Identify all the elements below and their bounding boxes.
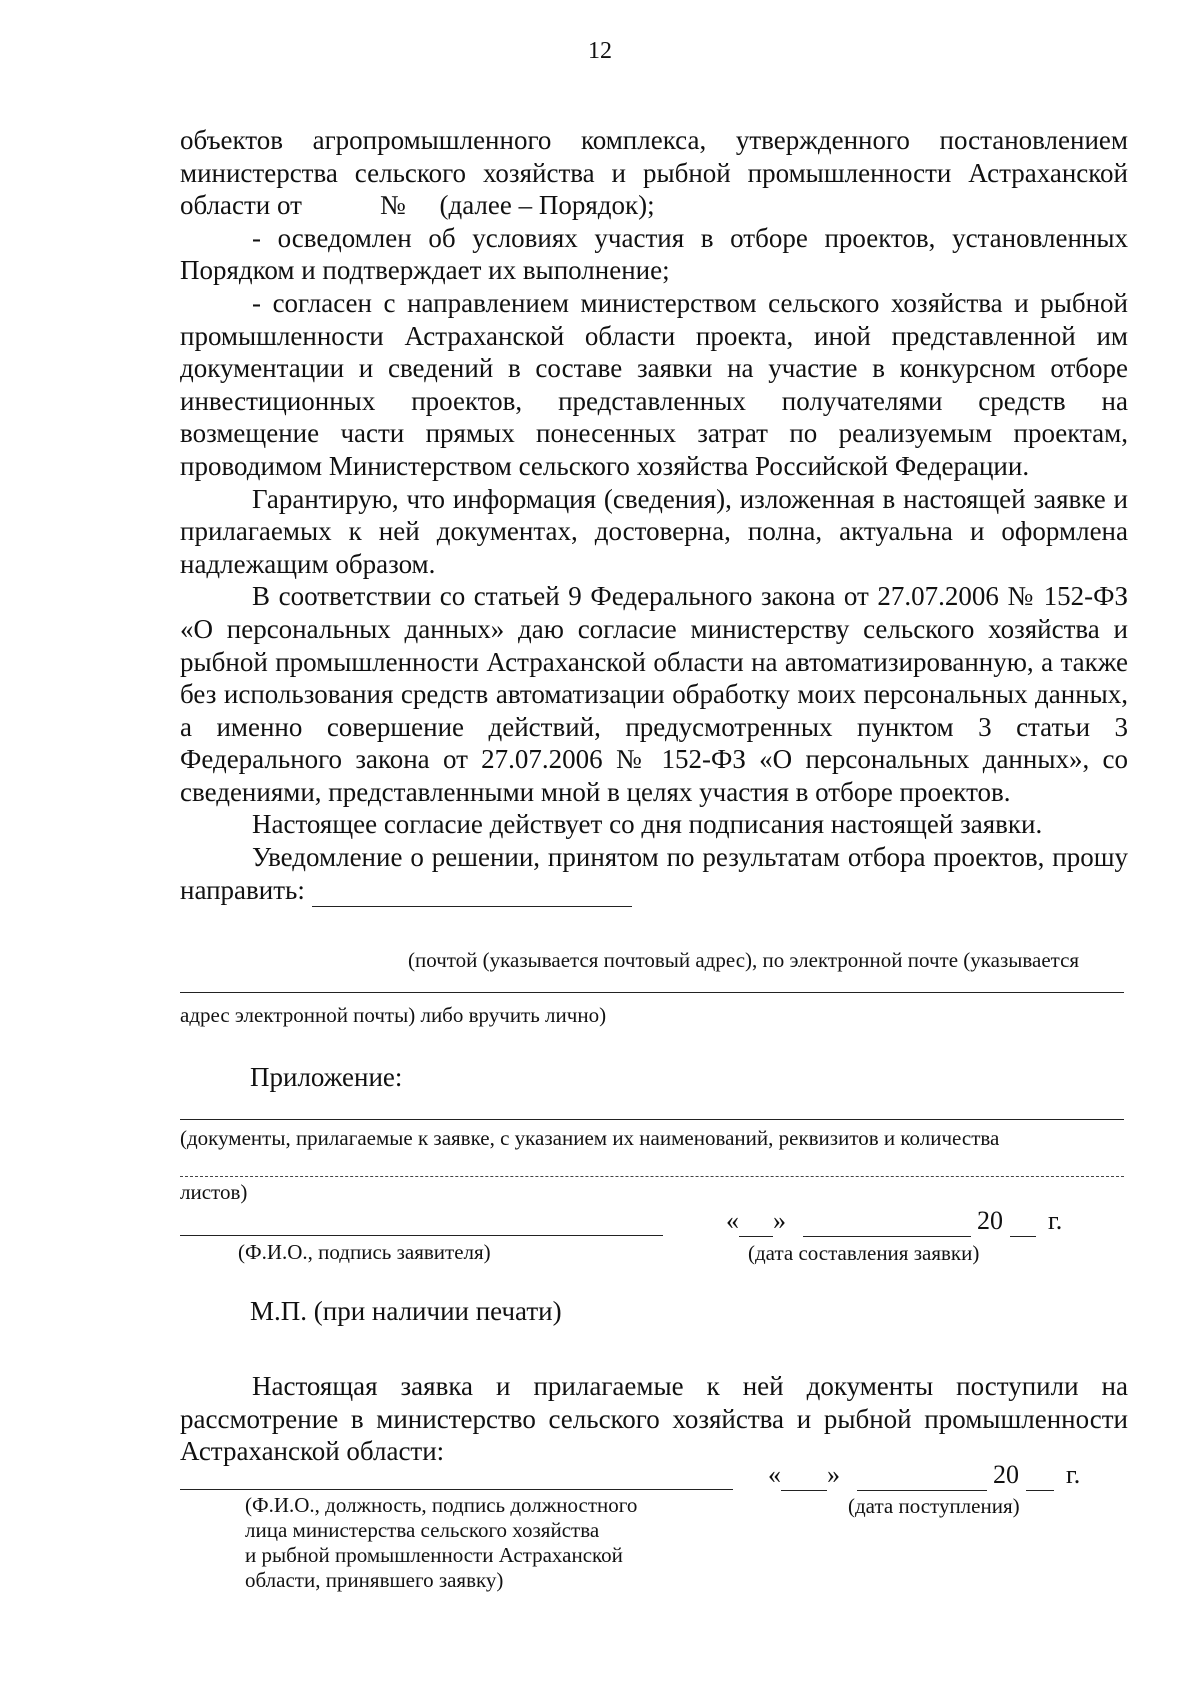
application-date-hint: (дата составления заявки) <box>748 1241 980 1265</box>
paragraph-consent-validity: Настоящее согласие действует со дня подписания настоящей заявки. <box>252 809 1043 840</box>
attachment-hint-2: листов) <box>180 1180 248 1204</box>
quote-open: « <box>768 1460 781 1489</box>
day-blank <box>781 1460 827 1491</box>
page-number: 12 <box>588 38 612 64</box>
order-reference-end: (далее – Порядок); <box>439 190 655 221</box>
quote-close: » <box>773 1206 786 1235</box>
quote-close: » <box>827 1460 840 1489</box>
paragraph-order-reference <box>180 124 1128 222</box>
year-blank <box>1026 1460 1054 1491</box>
paragraph-conditions: - осведомлен об условиях участия в отборе проектов, установленных Порядком и подтверждает их выполнение; <box>180 222 1128 286</box>
number-sign: № <box>379 190 406 221</box>
notification-line-2 <box>180 992 1124 993</box>
notification-address-line <box>312 874 632 908</box>
official-signature-line <box>180 1489 733 1490</box>
month-blank <box>857 1460 987 1491</box>
notification-hint-1: (почтой (указывается почтовый адрес), по электронной почте (указывается <box>408 948 1080 972</box>
notification-hint-2: адрес электронной почты) либо вручить лично) <box>180 1003 607 1027</box>
order-reference-text: объектов агропромышленного комплекса, утвержденного постановлением министерства сельского хозяйства и рыбной промышленности Астраханской области от <box>180 125 1128 221</box>
paragraph-consent-direction: - согласен с направлением министерством сельского хозяйства и рыбной промышленности Астраханской области проекта, иной представленной им документации и сведений в составе заявки на участие в конкурсном отборе инвестиционных проектов, представленных получателями средств на возмещение части прямых понесенных затрат по реализуемым проектам, проводимом Министерством сельского хозяйства Российской Федерации. <box>180 287 1128 481</box>
paragraph-personal-data: В соответствии со статьей 9 Федерального закона от 27.07.2006 № 152-ФЗ «О персональных данных» даю согласие министерству сельского хозяйства и рыбной промышленности Астраханской области на автоматизированную, а также без использования средств автоматизации обработку моих персональных данных, а именно совершение действий, предусмотренных пунктом 3 статьи 3 Федерального закона от 27.07.2006 № 152-ФЗ «О персональных данных», со сведениями, представленными мной в целях участия в отборе проектов. <box>180 581 1128 807</box>
seal-note: М.П. (при наличии печати) <box>250 1296 562 1326</box>
day-blank <box>739 1206 773 1237</box>
quote-open: « <box>726 1206 739 1235</box>
official-hint-line: области, принявшего заявку) <box>245 1568 504 1592</box>
attachment-line-1 <box>180 1119 1124 1120</box>
official-hint-line: (Ф.И.О., должность, подпись должностного <box>245 1493 638 1517</box>
attachment-line-2 <box>180 1176 1124 1177</box>
attachment-heading: Приложение: <box>250 1062 403 1092</box>
attachment-hint-1: (документы, прилагаемые к заявке, с указанием их наименований, реквизитов и количества <box>180 1126 1000 1150</box>
receipt-paragraph: Настоящая заявка и прилагаемые к ней документы поступили на рассмотрение в министерство сельского хозяйства и рыбной промышленности Астраханской области: <box>180 1371 1128 1467</box>
year-blank <box>1010 1206 1036 1237</box>
month-blank <box>803 1206 971 1237</box>
application-body <box>180 124 1128 907</box>
notification-text: Уведомление о решении, принятом по результатам отбора проектов, прошу направить: <box>180 842 1128 905</box>
receipt-date-row <box>768 1460 1080 1491</box>
applicant-signature-hint: (Ф.И.О., подпись заявителя) <box>238 1240 491 1264</box>
applicant-signature-line <box>180 1235 663 1236</box>
year-suffix: г. <box>1066 1460 1081 1489</box>
application-date-row <box>726 1206 1062 1237</box>
year-prefix: 20 <box>993 1460 1019 1489</box>
paragraph-guarantee: Гарантирую, что информация (сведения), изложенная в настоящей заявке и прилагаемых к ней документах, достоверна, полна, актуальна и оформлена надлежащим образом. <box>180 483 1128 579</box>
official-hint-line: лица министерства сельского хозяйства <box>245 1518 600 1542</box>
year-prefix: 20 <box>977 1206 1003 1235</box>
year-suffix: г. <box>1048 1206 1063 1235</box>
official-signature-hint <box>245 1493 637 1593</box>
receipt-date-hint: (дата поступления) <box>848 1494 1020 1518</box>
paragraph-notification <box>180 841 1128 907</box>
official-hint-line: и рыбной промышленности Астраханской <box>245 1543 623 1567</box>
